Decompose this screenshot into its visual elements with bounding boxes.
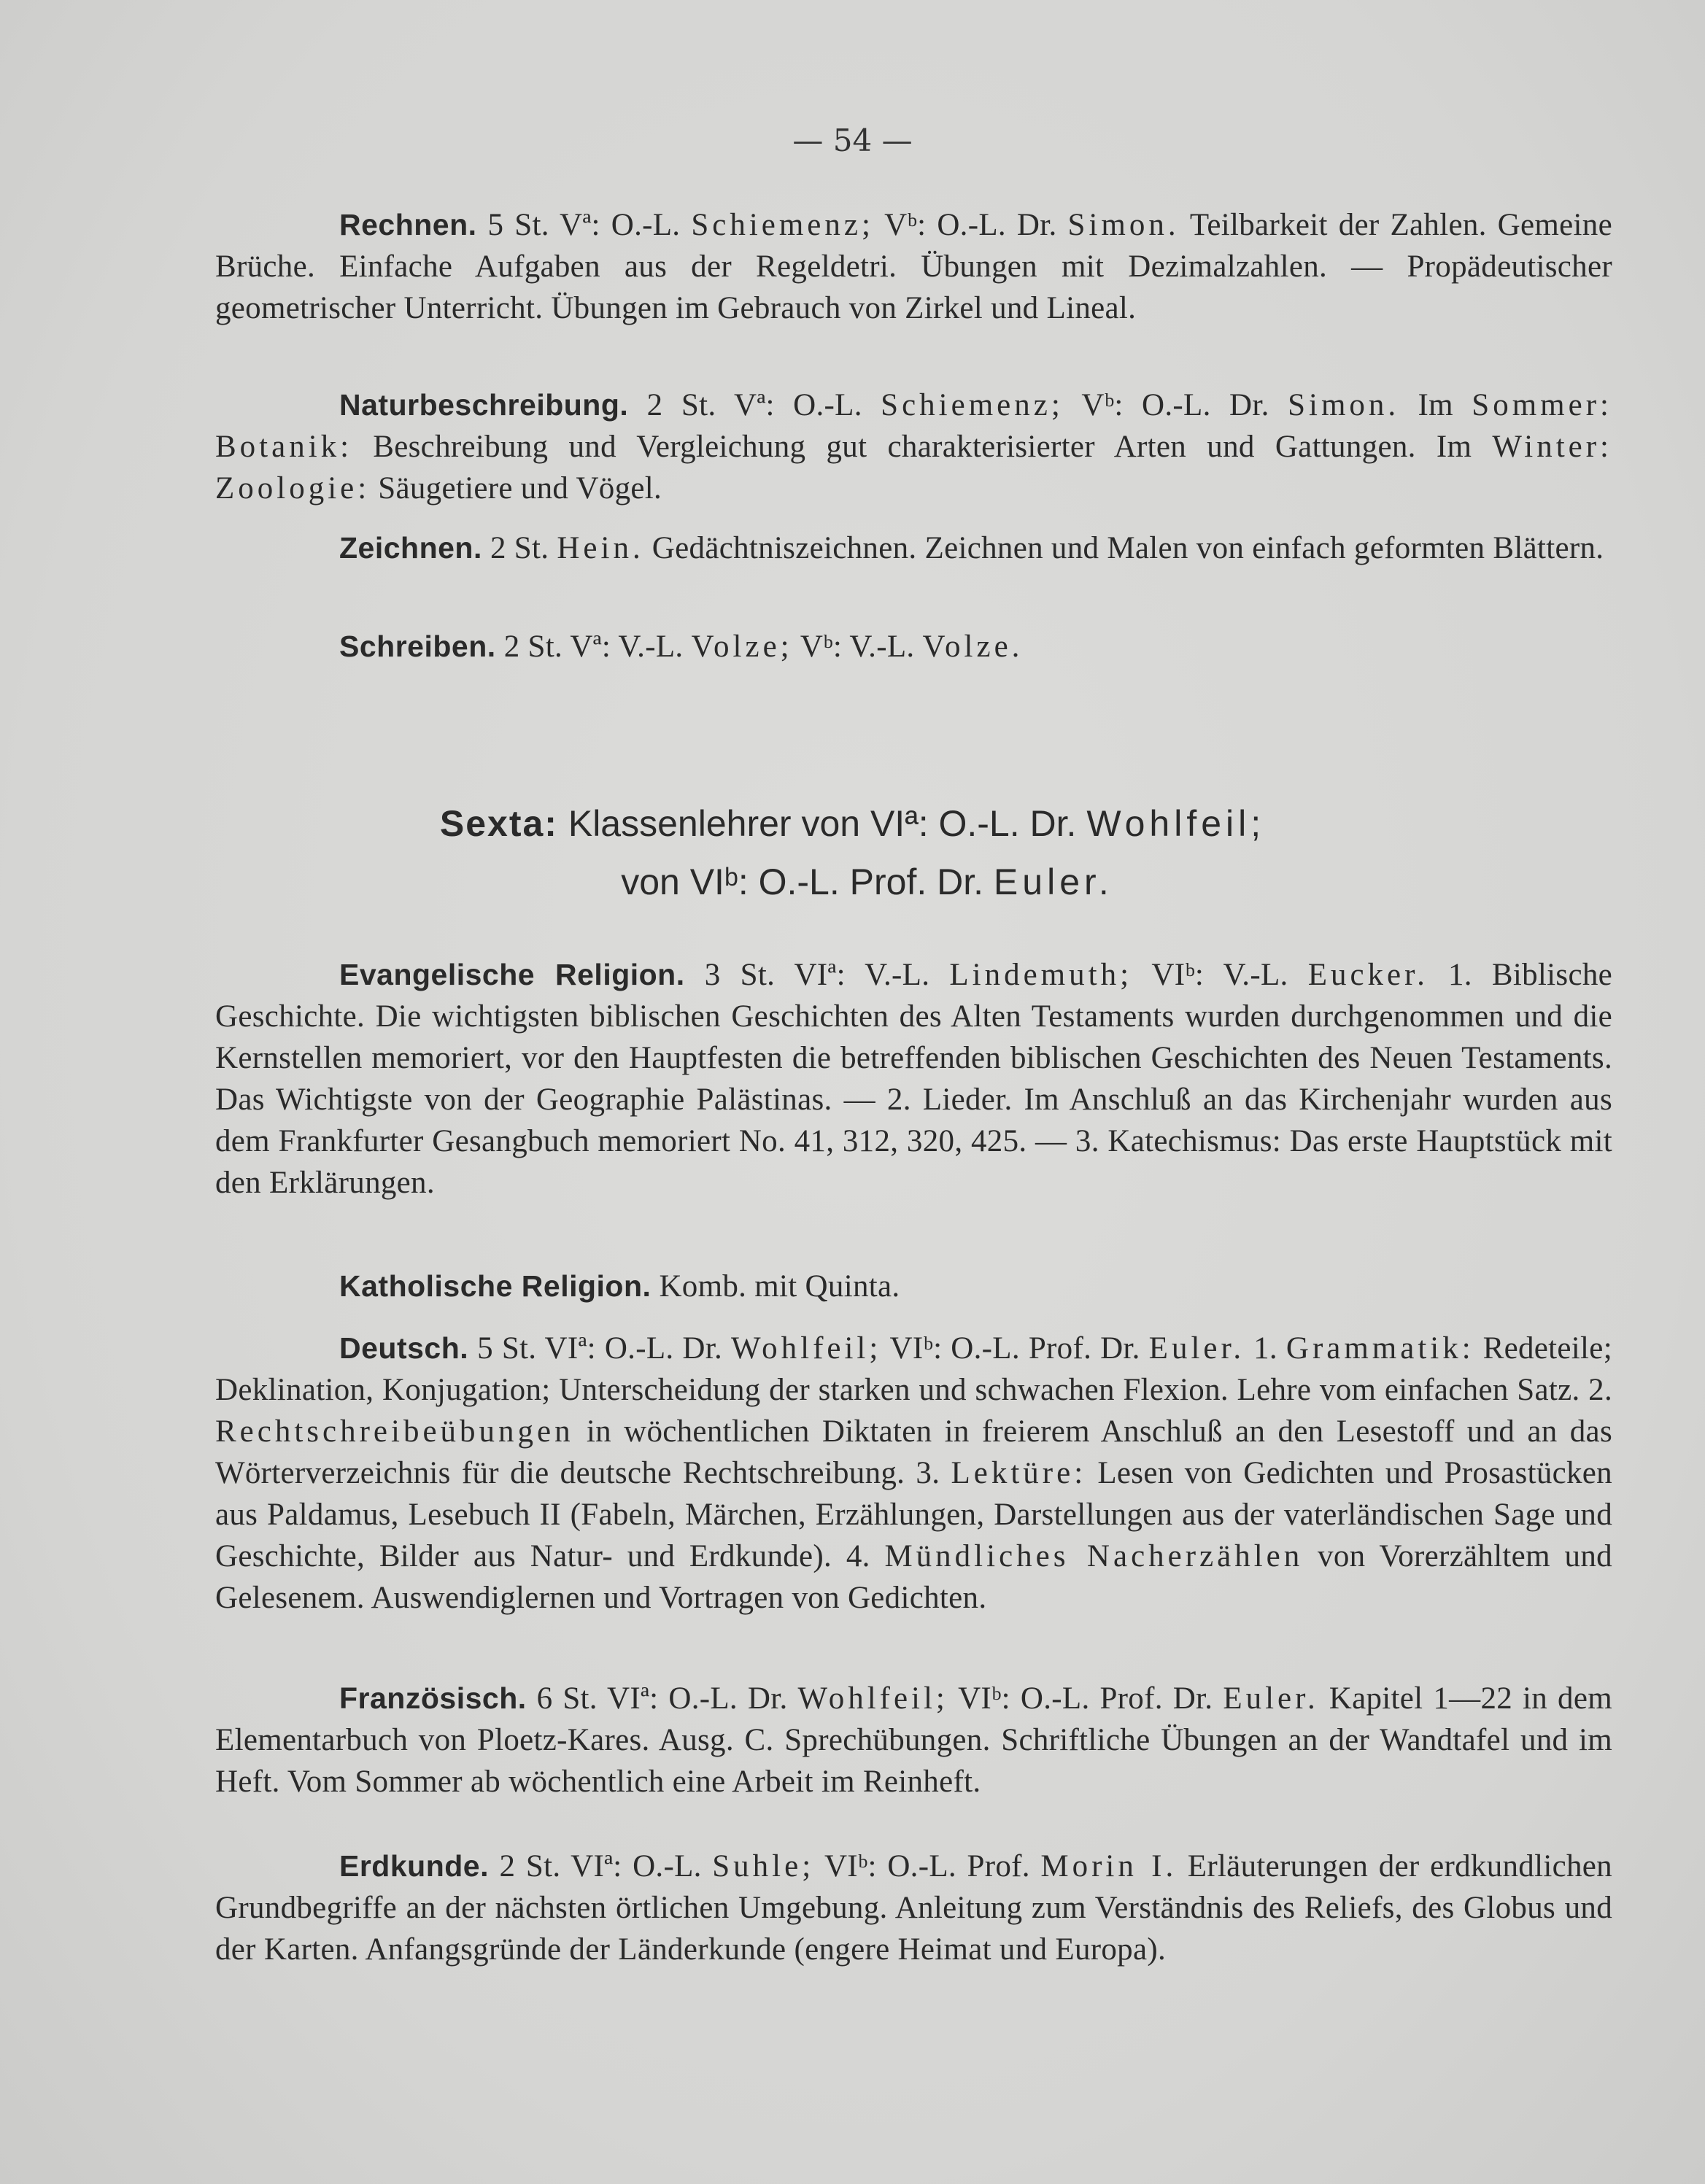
heading-evangelische-religion: Evangelische Religion. <box>339 958 685 991</box>
term: Rechtschreibeübungen <box>215 1414 574 1449</box>
section-schreiben <box>215 626 1612 667</box>
heading-franzoesisch: Französisch. <box>339 1681 527 1715</box>
term: Mündliches Nacherzählen <box>884 1539 1304 1573</box>
text: Redeteile; Deklination, Konjugation; Unterscheidung der starken und schwachen Flexion. Lehre vom einfachen Satz. 2. <box>215 1331 1612 1407</box>
teacher-name: Wohlfeil; <box>730 1331 882 1366</box>
section-evangelische-religion <box>215 954 1612 1204</box>
teacher-name: Schiemenz; <box>691 208 874 242</box>
text: Erläuterungen der erdkundlichen Grundbegriffe an der nächsten örtlichen Umgebung. Anleitung zum Verständnis des Reliefs, des Globus und der Karten. Anfangsgründe der Länderkunde (engere Heimat und Europa). <box>215 1849 1612 1967</box>
text: von Vorerzähltem und Gelesenem. Auswendiglernen und Vortragen von Gedichten. <box>215 1539 1612 1615</box>
text: 2 St. Vª: V.-L. <box>503 630 684 664</box>
heading-rechnen: Rechnen. <box>339 208 477 241</box>
term: Zoologie: <box>215 471 371 506</box>
teacher-name: Wohlfeil; <box>797 1681 948 1716</box>
text: 1. <box>1253 1331 1277 1366</box>
page-number: — 54 — <box>792 123 913 158</box>
text: Lesen von Gedichten und Prosastücken aus Paldamus, Lesebuch II (Fabeln, Märchen, Erzählungen, Darstellungen aus der vaterländischen Sage und Geschichte, Bilder aus Natur- und Erdkunde). 4. <box>215 1456 1612 1573</box>
sexta-heading-line-1 <box>0 795 1705 852</box>
text: 1. Biblische Geschichte. Die wichtigsten biblischen Geschichten des Alten Testaments wurden durchgenommen und die Kernstellen memoriert, vor den Hauptfesten die betreffenden biblischen Geschichten des Neuen Testaments. Das Wichtigste von der Geographie Palästinas. — 2. Lieder. Im Anschluß an das Kirchenjahr wurden aus dem Frankfurter Gesangbuch memoriert No. 41, 312, 320, 425. — 3. Katechismus: Das erste Hauptstück mit den Erklärungen. <box>215 958 1613 1200</box>
term: Sommer: <box>1472 388 1612 422</box>
text: VIᵇ: V.-L. <box>1151 958 1288 992</box>
teacher-name: Volze. <box>922 630 1024 664</box>
section-deutsch <box>215 1328 1612 1619</box>
section-franzoesisch <box>215 1678 1612 1802</box>
text: 5 St. Vª: O.-L. <box>487 208 681 242</box>
teacher-name: Simon. <box>1288 388 1400 422</box>
text: VIᵇ: O.-L. Prof. Dr. <box>889 1331 1140 1366</box>
sexta-title: Sexta: <box>439 803 558 844</box>
text: Kapitel 1—22 in dem Elementarbuch von Ploetz-Kares. Ausg. C. Sprechübungen. Schriftliche Übungen an der Wandtafel und im Heft. Vom Sommer ab wöchentlich eine Arbeit im Reinheft. <box>215 1681 1612 1799</box>
term: Botanik: <box>215 430 353 464</box>
teacher-name: Suhle; <box>712 1849 815 1883</box>
heading-deutsch: Deutsch. <box>339 1331 469 1365</box>
heading-erdkunde: Erdkunde. <box>339 1849 489 1883</box>
heading-schreiben: Schreiben. <box>339 630 496 663</box>
text: in wöchentlichen Diktaten in freierem Anschluß an den Lesestoff und an das Wörterverzeichnis für die deutsche Rechtschreibung. 3. <box>215 1414 1612 1490</box>
text: Beschreibung und Vergleichung gut charakterisierter Arten und Gattungen. Im <box>373 430 1472 464</box>
teacher-name: Euler. <box>1223 1681 1319 1716</box>
text: Vᵇ: O.-L. Dr. <box>884 208 1057 242</box>
text: 6 St. VIª: O.-L. Dr. <box>536 1681 788 1716</box>
text: 3 St. VIª: V.-L. <box>704 958 930 992</box>
teacher-name: Euler. <box>1148 1331 1245 1366</box>
section-katholische-religion <box>215 1266 1612 1307</box>
teacher-name: Lindemuth; <box>949 958 1133 992</box>
text: Vᵇ: O.-L. Dr. <box>1081 388 1269 422</box>
text: Gedächtniszeichnen. Zeichnen und Malen von einfach geformten Blättern. <box>652 531 1604 565</box>
term: Grammatik: <box>1285 1331 1474 1366</box>
teacher-name: Euler. <box>993 861 1113 902</box>
text: Im <box>1418 388 1453 422</box>
text: VIᵇ: O.-L. Prof. <box>824 1849 1030 1883</box>
text: Säugetiere und Vögel. <box>378 471 662 506</box>
text: 2 St. <box>490 531 549 565</box>
sexta-heading-line-2 <box>0 853 1705 910</box>
teacher-name: Wohlfeil; <box>1086 803 1266 844</box>
section-zeichnen <box>215 527 1612 569</box>
teacher-name: Eucker. <box>1307 958 1428 992</box>
term: Lektüre: <box>951 1456 1087 1490</box>
text: 2 St. VIª: O.-L. <box>499 1849 702 1883</box>
text: Klassenlehrer von VIª: O.-L. Dr. <box>568 803 1077 844</box>
teacher-name: Morin I. <box>1040 1849 1178 1883</box>
section-naturbeschreibung <box>215 384 1612 509</box>
text: 5 St. VIª: O.-L. Dr. <box>477 1331 723 1366</box>
heading-naturbeschreibung: Naturbeschreibung. <box>339 388 629 422</box>
teacher-name: Simon. <box>1067 208 1180 242</box>
heading-katholische-religion: Katholische Religion. <box>339 1269 652 1303</box>
text: Teilbarkeit der Zahlen. Gemeine Brüche. Einfache Aufgaben aus der Regeldetri. Übungen mit Dezimalzahlen. — Propädeutischer geometrischer Unterricht. Übungen im Gebrauch von Zirkel und Lineal. <box>215 208 1612 325</box>
text: Vᵇ: V.-L. <box>800 630 915 664</box>
text: 2 St. Vª: O.-L. <box>646 388 862 422</box>
text: Komb. mit Quinta. <box>659 1269 900 1304</box>
teacher-name: Volze; <box>691 630 793 664</box>
text: von VIᵇ: O.-L. Prof. Dr. <box>621 861 984 902</box>
teacher-name: Schiemenz; <box>881 388 1064 422</box>
teacher-name: Hein. <box>557 531 644 565</box>
term: Winter: <box>1492 430 1612 464</box>
heading-zeichnen: Zeichnen. <box>339 531 482 565</box>
text: VIᵇ: O.-L. Prof. Dr. <box>958 1681 1213 1716</box>
section-rechnen <box>215 204 1612 329</box>
section-erdkunde <box>215 1846 1612 1970</box>
